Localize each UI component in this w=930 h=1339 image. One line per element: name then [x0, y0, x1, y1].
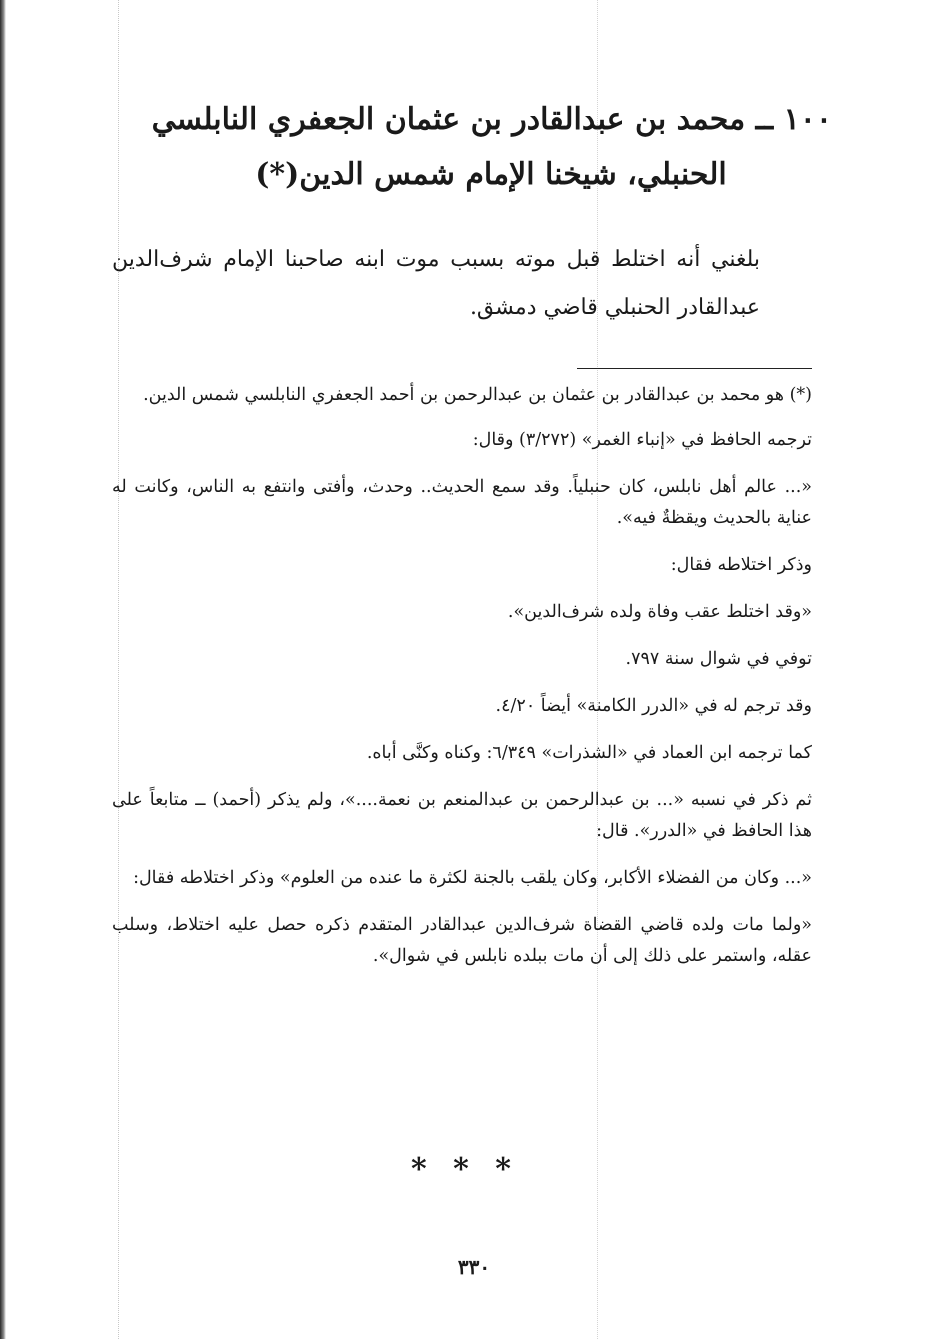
- footnote-paragraph: (*) هو محمد بن عبدالقادر بن عثمان بن عبدالرحمن بن أحمد الجعفري النابلسي شمس الدين.: [143, 385, 812, 405]
- entry-title: [110, 92, 832, 202]
- footnote-paragraph: ثم ذكر في نسبه «... بن عبدالرحمن بن عبدالمنعم بن نعمة....»، ولم يذكر (أحمد) ــ متابعاً على هذا الحافظ في «الدرر». قال:: [112, 790, 812, 841]
- footnote-quote: «وقد اختلط عقب وفاة ولده شرف‌الدين».: [507, 602, 812, 622]
- body-paragraph: بلغني أنه اختلط قبل موته بسبب موت ابنه صاحبنا الإمام شرف‌الدين عبدالقادر الحنبلي قاضي دمشق.: [112, 247, 760, 320]
- footnote-quote: «... وكان من الفضلاء الأكابر، وكان يلقب بالجنة لكثرة ما عنده من العلوم» وذكر اختلاطه فقال:: [133, 868, 812, 888]
- entry-title-line-1: ١٠٠ ــ محمد بن عبدالقادر بن عثمان الجعفري النابلسي: [151, 102, 832, 137]
- entry-body: [112, 236, 812, 332]
- footnote-paragraph: توفي في شوال سنة ٧٩٧.: [625, 649, 812, 669]
- footnote-paragraph: ترجمه الحافظ في «إنباء الغمر» (٣/٢٧٢) وقال:: [472, 430, 812, 450]
- footnote-paragraph: كما ترجمه ابن العماد في «الشذرات» ٦/٣٤٩: وكناه وكنَّى أباه.: [366, 743, 812, 763]
- page-number: ٣٣٠: [457, 1255, 491, 1279]
- scan-edge-shadow: [0, 0, 6, 1339]
- footnote-quote: «ولما مات ولده قاضي القضاة شرف‌الدين عبدالقادر المتقدم ذكره حصل عليه اختلاط، وسلب عقله، واستمر على ذلك إلى أن مات ببلده نابلس في شوال».: [112, 915, 812, 966]
- section-separator-stars: * * *: [411, 1152, 519, 1187]
- footnote-separator-rule: [577, 368, 812, 369]
- footnote-paragraph: وذكر اختلاطه فقال:: [670, 555, 812, 575]
- footnote-quote: «... عالم أهل نابلس، كان حنبلياً. وقد سمع الحديث.. وحدث، وأفتى وانتفع به الناس، وكانت له عناية بالحديث ويقظةٌ فيه».: [112, 477, 812, 528]
- footnotes: [112, 380, 812, 988]
- entry-title-line-2: الحنبلي، شيخنا الإمام شمس الدين(*): [255, 157, 727, 192]
- footnote-paragraph: وقد ترجم له في «الدرر الكامنة» أيضاً ٤/٢٠.: [495, 696, 812, 716]
